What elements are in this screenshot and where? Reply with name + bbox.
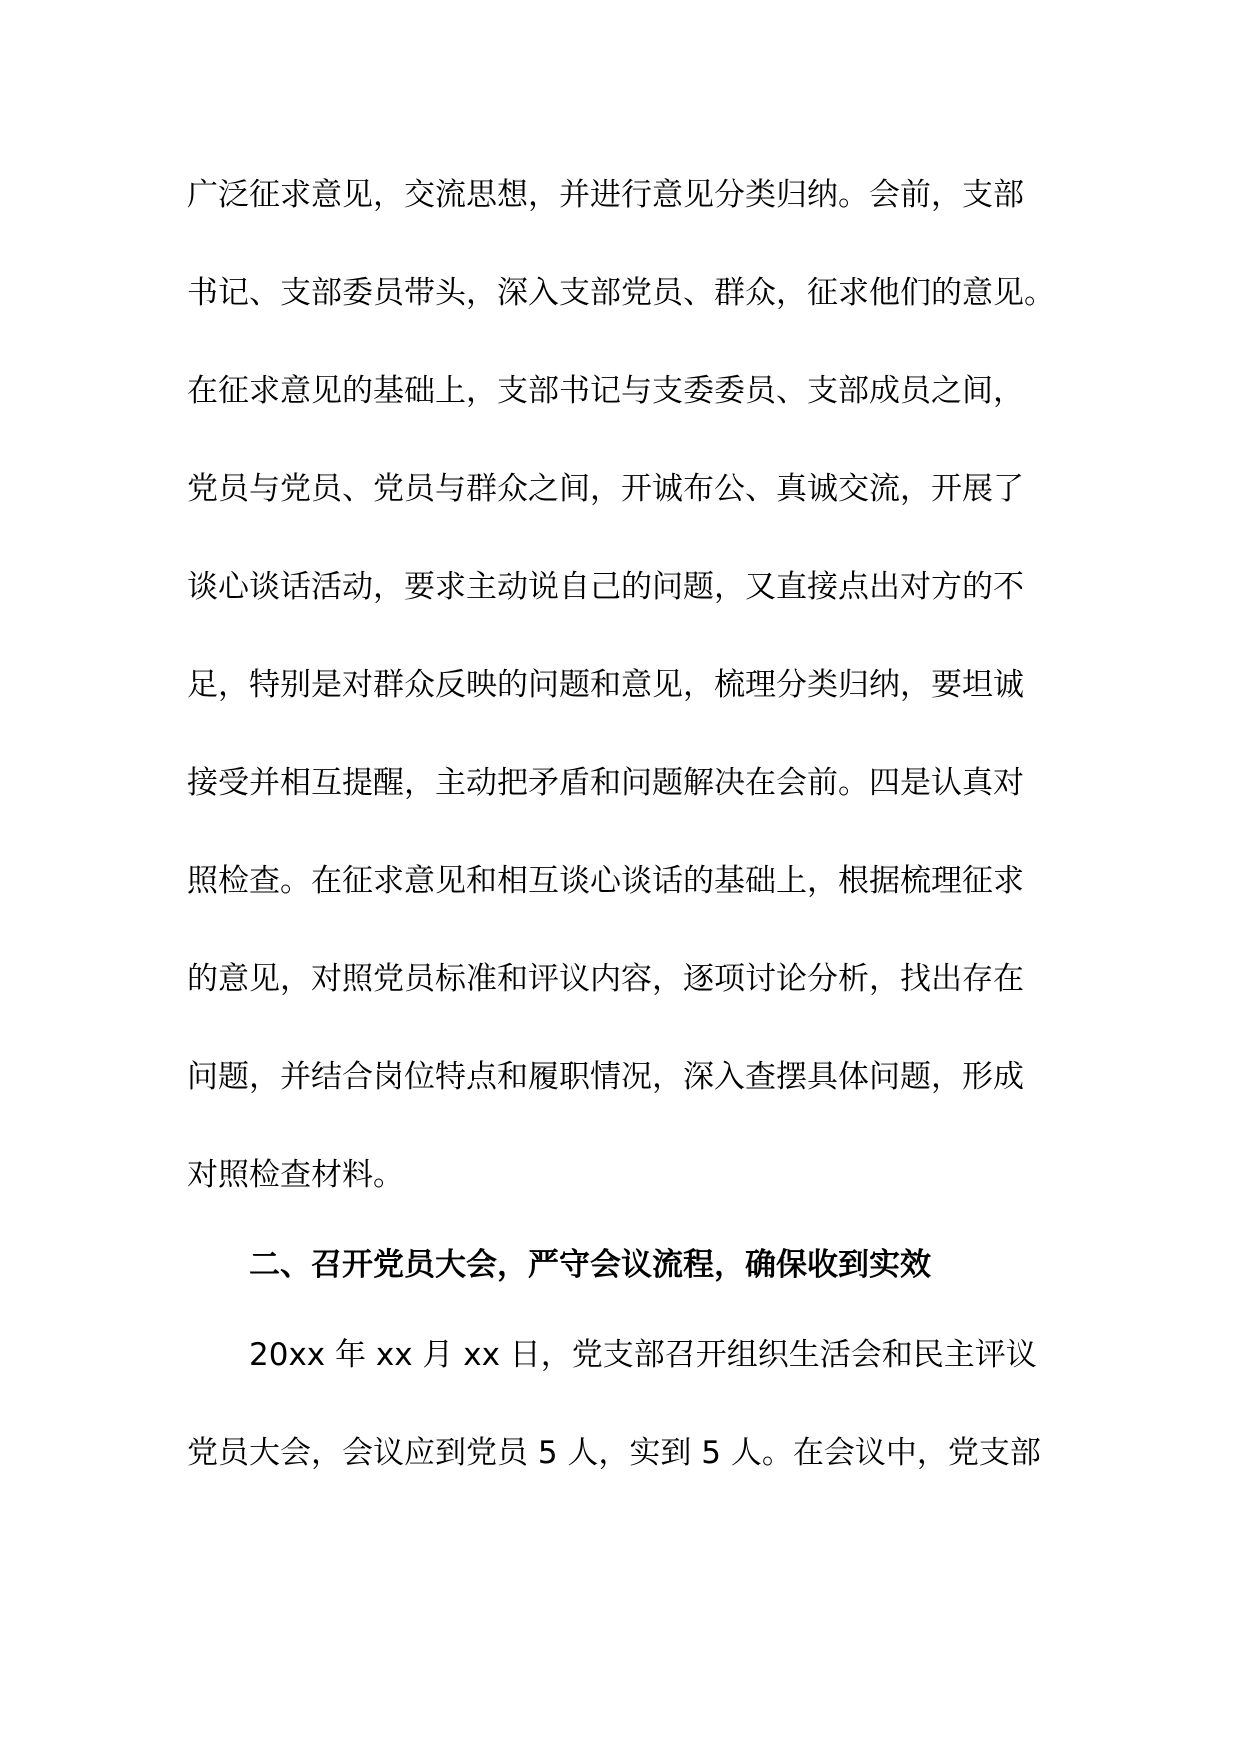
body-text-line: 问题，并结合岗位特点和履职情况，深入查摆具体问题，形成 bbox=[187, 1059, 1024, 1095]
body-text-line: 谈心谈话活动，要求主动说自己的问题，又直接点出对方的不 bbox=[187, 569, 1024, 605]
body-text-line: 接受并相互提醒，主动把矛盾和问题解决在会前。四是认真对 bbox=[187, 765, 1024, 801]
body-text-line: 党员与党员、党员与群众之间，开诚布公、真诚交流，开展了 bbox=[187, 471, 1024, 507]
body-text-line: 的意见，对照党员标准和评议内容，逐项讨论分析，找出存在 bbox=[187, 961, 1024, 997]
body-text-line: 书记、支部委员带头，深入支部党员、群众，征求他们的意见。 bbox=[187, 275, 1055, 311]
body-text-line: 20xx 年 xx 月 xx 日，党支部召开组织生活会和民主评议 bbox=[249, 1337, 1037, 1373]
body-text-line: 足，特别是对群众反映的问题和意见，梳理分类归纳，要坦诚 bbox=[187, 667, 1024, 703]
body-text-line: 对照检查材料。 bbox=[187, 1157, 404, 1193]
section-heading: 二、召开党员大会，严守会议流程，确保收到实效 bbox=[249, 1247, 931, 1283]
body-text-line: 党员大会，会议应到党员 5 人，实到 5 人。在会议中，党支部 bbox=[187, 1435, 1041, 1471]
body-text-line: 广泛征求意见，交流思想，并进行意见分类归纳。会前，支部 bbox=[187, 177, 1024, 213]
body-text-line: 照检查。在征求意见和相互谈心谈话的基础上，根据梳理征求 bbox=[187, 863, 1024, 899]
body-text-line: 在征求意见的基础上，支部书记与支委委员、支部成员之间， bbox=[187, 373, 1024, 409]
